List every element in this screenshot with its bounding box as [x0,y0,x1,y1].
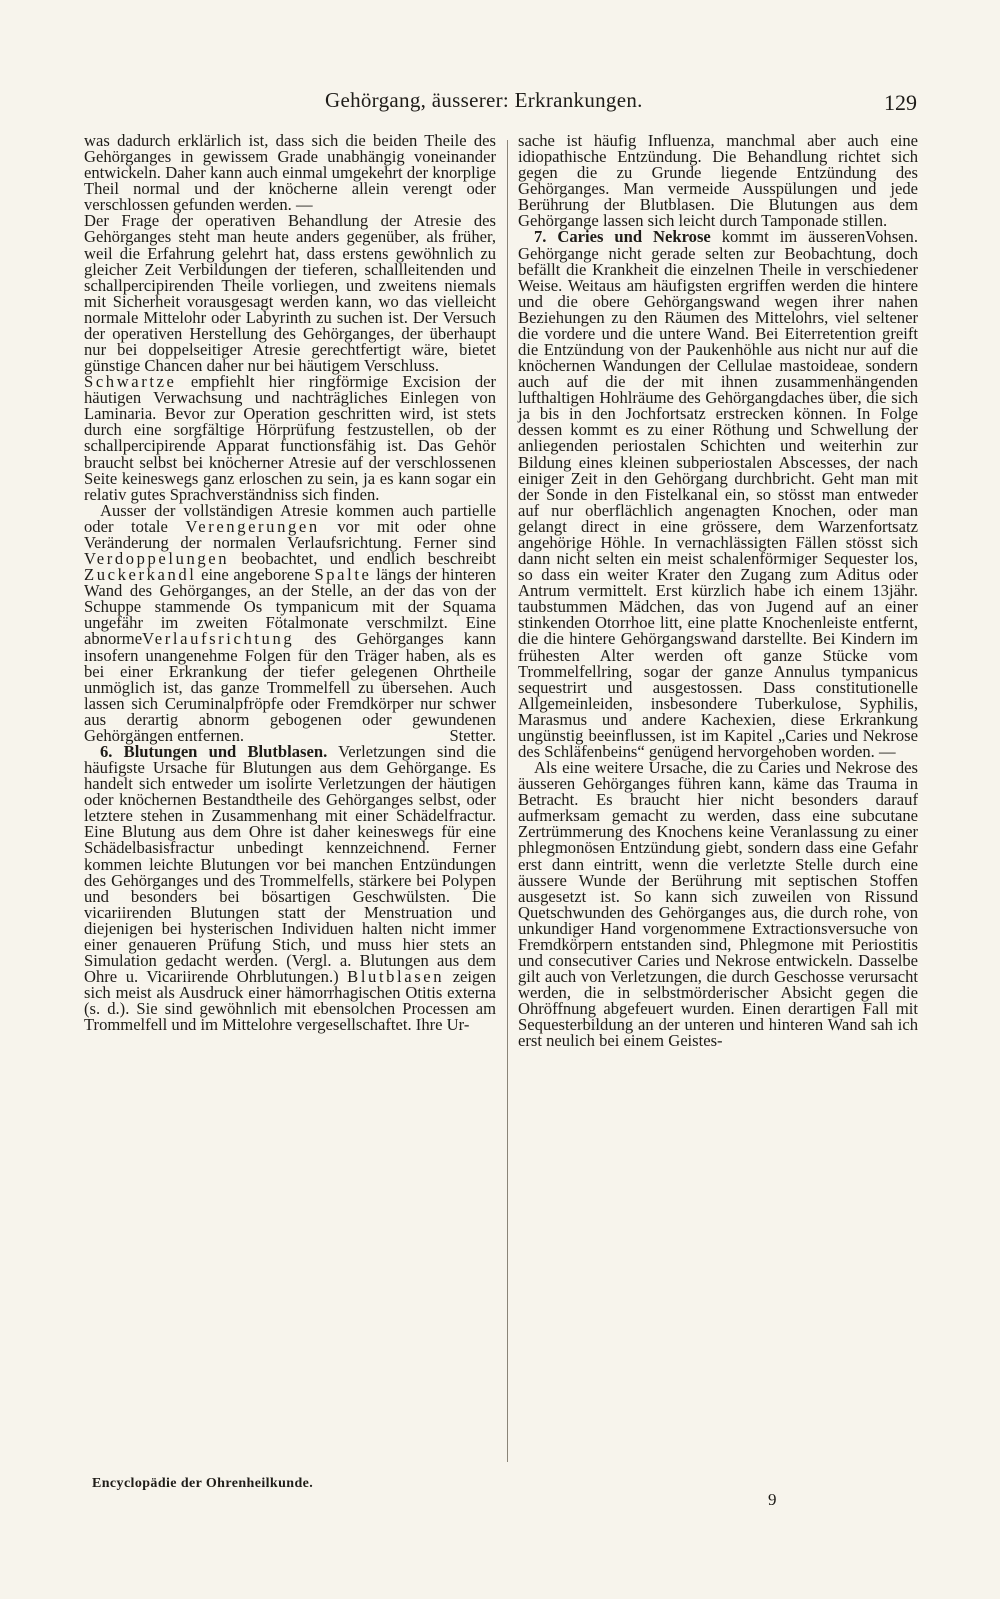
running-header [0,88,1000,118]
spaced-term: Verdoppelungen [84,549,230,569]
left-column [84,133,496,1033]
paragraph [518,229,918,760]
paragraph-text: beobachtet, und endlich beschreibt [241,549,496,569]
section-author: Vohsen. [865,227,918,247]
paragraph-text: längs der hinteren Wand des Gehörganges, an der Stelle, an der das von der Schuppe stammende Os tympanicum mit der Squama ungefähr im zweiten Fötalmonate verschmilzt. Eine abnorme [84,565,496,649]
paragraph-text: des Gehörganges kann insofern unangenehme Folgen für den Träger haben, als es bei einer Erkrankung der tiefer gelegenen Ohrtheile unmöglich ist, das ganze Trommelfell zu übersehen. Auch lassen sich Ceruminalpfröpfe oder Fremdkörper nur schwer aus derartig abnorm gebogenen oder gewundenen Gehörgängen entfernen. [84,629,497,745]
column-divider [507,140,508,1462]
paragraph-text: kommt im äusseren Gehörgange nicht gerade selten zur Beobachtung, doch befällt die Krankheit die einzelnen Theile in verschiedener Weise. Weitaus am häufigsten ergriffen werden die hintere und die obere Gehörgangswand wegen ihrer nahen Beziehungen zu den Räumen des Mittelohrs, viel seltener die vordere und die untere Wand. Bei Eiterretention greift die Entzündung von der Paukenhöhle aus nicht nur auf die knöchernen Wandungen der Cellulae mastoideae, sondern auch auf die der mit ihnen zusammenhängenden lufthaltigen Hohlräume des Gehörgangdaches über, die sich ja bis in den Jochfortsatz erstrecken können. In Folge dessen kommt es zu einer Röthung und Schwellung der anliegenden periostalen Schichten und weiterhin zur Bildung eines kleinen subperiostalen Abscesses, der nach einiger Zeit in den Gehörgang durchbricht. Geht man mit der Sonde in den Fistelkanal ein, so stösst man entweder auf nur oberflächlich angenagten Knochen, oder man gelangt direct in eine grössere, dem Warzenfortsatz angehörige Höhle. In vernachlässigten Fällen stösst sich dann nicht selten ein meist schalenförmiger Sequester los, so dass ein weiter Krater den Zugang zum Aditus oder Antrum vermittelt. Erst kürzlich habe ich einem 13jähr. taubstummen Mädchen, das von Jugend auf an einer stinkenden Otorrhoe litt, eine platte Knochenleiste entfernt, die die hintere Gehörgangswand darstellte. Bei Kindern im frühesten Alter werden oft ganze Stücke vom Trommelfellring, sogar der ganze Annulus tympanicus sequestrirt und ausgestossen. Dass constitutionelle Allgemeinleiden, insbesondere Tuberkulose, Syphilis, Marasmus und andere Kachexien, diese Erkrankung ungünstig beeinflussen, ist im Kapitel „Caries und Nekrose des Schläfenbeins“ genügend hervorgehoben worden. — [518,227,918,761]
page-number: 129 [884,90,917,115]
footer-publication: Encyclopädie der Ohrenheilkunde. [92,1476,314,1491]
section-author: Stetter. [449,725,496,745]
paragraph: was dadurch erklärlich ist, dass sich die beiden Theile des Gehörganges in gewissem Grade unabhängig voneinander entwickeln. Daher kann auch einmal umgekehrt der knorplige Theil normal und der knöcherne allein verengt oder verschlossen gefunden werden. — [84,131,496,215]
spaced-term: Verlaufsrichtung [142,629,295,649]
spaced-term: Zuckerkandl [84,565,197,585]
paragraph [84,500,497,745]
paragraph: Als eine weitere Ursache, die zu Caries und Nekrose des äusseren Gehörganges führen kann, käme das Trauma in Betracht. Es braucht hier nicht besonders darauf aufmerksam gemacht zu werden, dass eine subcutane Zertrümmerung des Knochens keine Veranlassung zu einer phlegmonösen Entzündung giebt, sondern dass eine Gefahr erst dann eintritt, wenn die verletzte Stelle durch eine äussere Wunde der Berührung mit septischen Stoffen ausgesetzt ist. So kann sich zuweilen von Rissund Quetschwunden des Gehörganges aus, die durch rohe, von unkundiger Hand vorgenommene Extractionsversuche von Fremdkörpern entstanden sind, Phlegmone mit Periostitis und consecutiver Caries und Nekrose entwickeln. Dasselbe gilt auch von Verletzungen, die durch Geschosse verursacht werden, die in selbstmörderischer Absicht gegen die Ohröffnung abgefeuert wurden. Einen derartigen Fall mit Sequesterbildung an der unteren und hinteren Wand sah ich erst neulich bei einem Geistes- [518,758,918,1051]
paragraph-text: Ausser der vollständigen Atresie kommen auch partielle oder totale [84,500,496,536]
author-name-spaced: Schwartze [84,372,177,392]
paragraph [84,741,496,1035]
section-heading: 7. Caries und Nekrose [534,227,711,247]
right-column [518,133,918,1049]
signature-mark: 9 [768,1490,777,1509]
paragraph-text: empfiehlt hier ringförmige Excision der häutigen Verwachsung und nachträgliches Einlegen von Laminaria. Bevor zur Operation geschritten wird, ist stets durch eine sorgfältige Hörprüfung festzustellen, ob der schallpercipirende Apparat functionsfähig ist. Das Gehör braucht selbst bei knöcherner Atresie auf der verschlossenen Seite keineswegs ganz erloschen zu sein, ja es kann sogar ein relativ gutes Sprachverständniss sich finden. [84,372,497,504]
running-title: Gehörgang, äusserer: Erkrankungen. [325,88,643,112]
paragraph-text: eine angeborene [201,565,310,585]
spaced-term: Verengerungen [185,516,320,536]
paragraph: Der Frage der operativen Behandlung der Atresie des Gehörganges steht man heute anders gegenüber, als früher, weil die Erfahrung gelehrt hat, dass erstens gewöhnlich zu gleicher Zeit Verbildungen der tieferen, schallleitenden und schallpercipirenden Theile vorliegen, und zweitens niemals mit Sicherheit vorausgesagt werden kann, wo das vielleicht normale Mittelohr oder Labyrinth zu suchen ist. Der Versuch der operativen Herstellung des Gehörganges, der überhaupt nur bei doppelseitiger Atresie gerechtfertigt wäre, bietet günstige Chancen daher nur bei häutigem Verschluss. [84,211,496,376]
paragraph-text: zeigen sich meist als Ausdruck einer hämorrhagischen Otitis externa (s. d.). Sie sind gewöhnlich mit ebensolchen Processen am Trommelfell und im Mittelohre vergesellschaftet. Ihre Ur- [84,967,496,1035]
paragraph-text: vor mit oder ohne Veränderung der normalen Verlaufsrichtung. Ferner sind [84,516,497,552]
paragraph-text: sache ist häufig Influenza, manchmal aber auch eine idiopathische Entzündung. Die Behandlung richtet sich gegen die zu Grunde liegende Entzündung des Gehörganges. Man vermeide Ausspülungen und jede Berührung der Blutblasen. Die Blutungen aus dem Gehörgange lassen sich leicht durch Tamponade stillen. [518,131,918,231]
spaced-term: Blutblasen [347,967,445,987]
section-heading: 6. Blutungen und Blutblasen. [100,741,328,761]
paragraph-text: Verletzungen sind die häufigste Ursache für Blutungen aus dem Gehörgange. Es handelt sich entweder um isolirte Verletzungen der häutigen oder knöchernen Bestandtheile des Gehörganges selbst, oder letztere stehen in Zusammenhang mit einer Schädelfractur. Eine Blutung aus dem Ohre ist daher keineswegs für eine Schädelbasisfractur unbedingt kennzeichnend. Ferner kommen leichte Blutungen vor bei manchen Entzündungen des Gehörganges und des Trommelfells, stärkere bei Polypen und besonders bei bösartigen Geschwülsten. Die vicariirenden Blutungen statt der Menstruation und diejenigen bei hysterischen Individuen halten nicht immer einer genaueren Prüfung Stich, und muss hier stets an Simulation gedacht werden. (Vergl. a. Blutungen aus dem Ohre u. Vicariirende Ohrblutungen.) [84,741,496,987]
paragraph [84,374,496,503]
spaced-term: Spalte [314,565,372,585]
